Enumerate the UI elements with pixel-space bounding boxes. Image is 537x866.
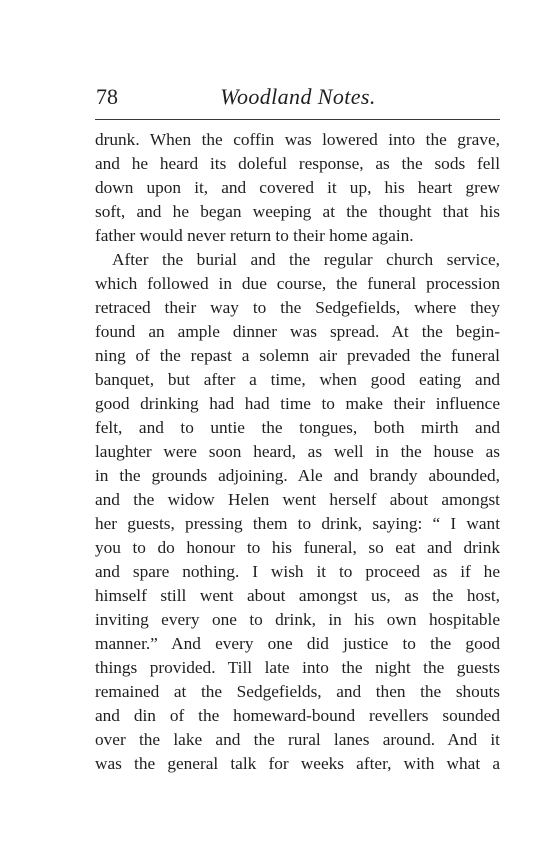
text-line: down upon it, and covered it up, his heart grew: [95, 178, 500, 197]
text-line: retraced their way to the Sedgefields, where they: [95, 298, 500, 317]
text-line: remained at the Sedgefields, and then the shouts: [95, 682, 500, 701]
text-line: over the lake and the rural lanes around. And it: [95, 730, 500, 749]
text-line: you to do honour to his funeral, so eat and drink: [95, 538, 500, 557]
text-line: manner.” And every one did justice to the good: [95, 634, 500, 653]
running-head: [96, 84, 500, 114]
text-line: which followed in due course, the funeral procession: [95, 274, 500, 293]
running-title: Woodland Notes.: [220, 84, 376, 109]
text-line: her guests, pressing them to drink, saying: “ I want: [95, 514, 500, 533]
text-line: found an ample dinner was spread. At the begin-: [95, 322, 500, 341]
text-line: drunk. When the coffin was lowered into the grave,: [95, 130, 500, 149]
text-line: good drinking had had time to make their influence: [95, 394, 500, 413]
body-text: [95, 128, 500, 776]
header-rule: [95, 119, 500, 120]
text-line: and spare nothing. I wish it to proceed as if he: [95, 562, 500, 581]
page-number: 78: [96, 84, 118, 109]
text-line: soft, and he began weeping at the thought that his: [95, 202, 500, 221]
text-line: inviting every one to drink, in his own hospitable: [95, 610, 500, 629]
text-line: After the burial and the regular church service,: [112, 250, 500, 269]
text-line: banquet, but after a time, when good eating and: [95, 370, 500, 389]
text-line: father would never return to their home again.: [95, 226, 414, 245]
text-line: ning of the repast a solemn air prevaded the funeral: [95, 346, 500, 365]
text-line: himself still went about amongst us, as the host,: [95, 586, 500, 605]
text-line: felt, and to untie the tongues, both mirth and: [95, 418, 500, 437]
text-line: things provided. Till late into the night the guests: [95, 658, 500, 677]
text-line: and din of the homeward-bound revellers sounded: [95, 706, 500, 725]
text-line: in the grounds adjoining. Ale and brandy abounded,: [95, 466, 500, 485]
text-line: and he heard its doleful response, as the sods fell: [95, 154, 500, 173]
text-line: laughter were soon heard, as well in the house as: [95, 442, 500, 461]
text-line: was the general talk for weeks after, with what a: [95, 754, 500, 773]
text-line: and the widow Helen went herself about amongst: [95, 490, 500, 509]
